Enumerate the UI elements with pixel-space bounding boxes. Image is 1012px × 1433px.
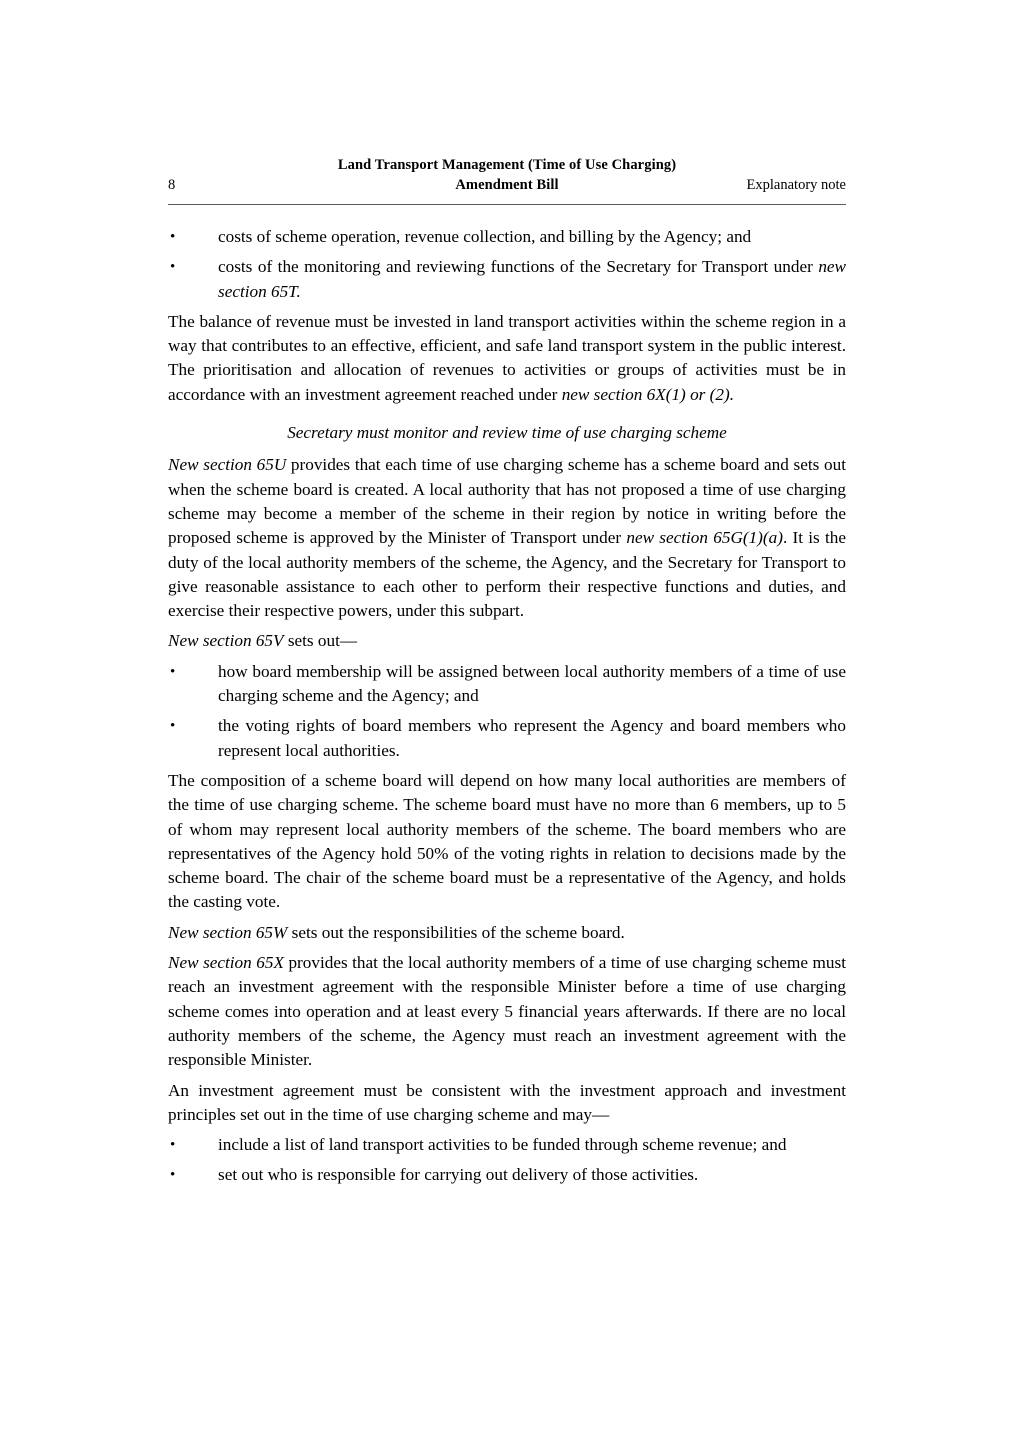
list-item-text: set out who is responsible for carrying out delivery of those activities. xyxy=(218,1165,699,1185)
list-item-text: costs of the monitoring and reviewing functions of the Secretary for Transport under xyxy=(218,257,819,277)
paragraph-text: sets out the responsibilities of the scheme board. xyxy=(287,922,625,942)
paragraph-text: The balance of revenue must be invested in land transport activities within the scheme region in a way that contributes to an effective, efficient, and safe land transport system in the public interest. The prioritisation and allocation of revenues to activities or groups of activities must be in accordance with an investment agreement reached under xyxy=(168,311,846,404)
list-item xyxy=(168,255,846,304)
bullet-icon: • xyxy=(170,718,176,735)
running-header xyxy=(168,155,846,201)
page-number: 8 xyxy=(168,177,176,193)
document-page xyxy=(168,0,846,1194)
list-item xyxy=(168,1133,846,1157)
header-right-label: Explanatory note xyxy=(746,177,846,193)
paragraph-text: provides that the local authority members of a time of use charging scheme must reach an investment agreement with the responsible Minister before a time of use charging scheme comes into operation and at least every 5 financial years afterwards. If there are no local authority members of the scheme, the Agency must reach an investment agreement with the responsible Minister. xyxy=(168,953,846,1070)
paragraph-citation: new section 6X(1) or (2). xyxy=(561,384,734,404)
bullet-list-investment xyxy=(168,1133,846,1188)
paragraph-citation: new section 65G(1)(a) xyxy=(626,528,783,548)
bullet-icon: • xyxy=(170,259,176,276)
paragraph-balance-of-revenue xyxy=(168,310,846,407)
paragraph-section-65v-lead xyxy=(168,629,846,653)
list-item xyxy=(168,660,846,709)
header-title-line1: Land Transport Management (Time of Use Charging) xyxy=(337,157,677,173)
paragraph-section-65u xyxy=(168,453,846,623)
crosshead-heading: Secretary must monitor and review time of use charging scheme xyxy=(287,423,727,443)
bullet-icon: • xyxy=(170,229,176,245)
paragraph-text: sets out— xyxy=(283,631,358,651)
header-title-line2: Amendment Bill xyxy=(455,177,559,193)
list-item-text: how board membership will be assigned between local authority members of a time of use charging scheme and the Agency; and xyxy=(218,661,846,706)
paragraph-board-composition: The composition of a scheme board will depend on how many local authorities are members of the time of use charging scheme. The scheme board must have no more than 6 members, up to 5 of whom may represent local authority members of the scheme. The board members who are representatives of the Agency hold 50% of the voting rights in relation to decisions made by the scheme board. The chair of the scheme board must be a representative of the Agency, and holds the casting vote. xyxy=(168,770,846,912)
paragraph-citation-lead: New section 65U xyxy=(168,455,287,475)
list-item xyxy=(168,714,846,763)
paragraph-section-65x xyxy=(168,951,846,1072)
header-divider xyxy=(168,204,846,205)
header-title xyxy=(168,155,846,195)
paragraph-text: provides that each time of use charging scheme has a scheme board and sets out when the scheme board is created. A local authority that has not proposed a time of use charging scheme may become a member of the scheme in their region by notice in writing before the proposed scheme is approved by the Minister of Transport under xyxy=(168,455,846,548)
bullet-icon: • xyxy=(170,1137,176,1154)
list-item xyxy=(168,1163,846,1187)
paragraph-citation-lead: New section 65V xyxy=(168,631,284,651)
list-item-citation: new section 65T. xyxy=(218,257,846,301)
list-item-text: costs of scheme operation, revenue collection, and billing by the Agency; and xyxy=(218,227,752,246)
list-item-text: the voting rights of board members who represent the Agency and board members who represent local authorities. xyxy=(218,716,846,760)
paragraph-investment-agreement: An investment agreement must be consistent with the investment approach and investment principles set out in the time of use charging scheme and may— xyxy=(168,1080,846,1124)
bullet-list-65v xyxy=(168,660,846,763)
paragraph-citation-lead: New section 65X xyxy=(168,953,284,973)
paragraph-section-65w xyxy=(168,921,846,945)
body-content xyxy=(168,225,846,1188)
bullet-list-costs xyxy=(168,225,846,304)
paragraph-text-continued: . It is the duty of the local authority members of the scheme, the Agency, and the Secretary for Transport to give reasonable assistance to each other to perform their respective functions and duties, and exercise their respective powers, under this subpart. xyxy=(168,528,846,621)
paragraph-citation-lead: New section 65W xyxy=(168,922,288,942)
bullet-icon: • xyxy=(170,1167,176,1184)
list-item-text: include a list of land transport activities to be funded through scheme revenue; and xyxy=(218,1135,787,1155)
bullet-icon: • xyxy=(170,663,176,680)
list-item xyxy=(168,225,846,249)
